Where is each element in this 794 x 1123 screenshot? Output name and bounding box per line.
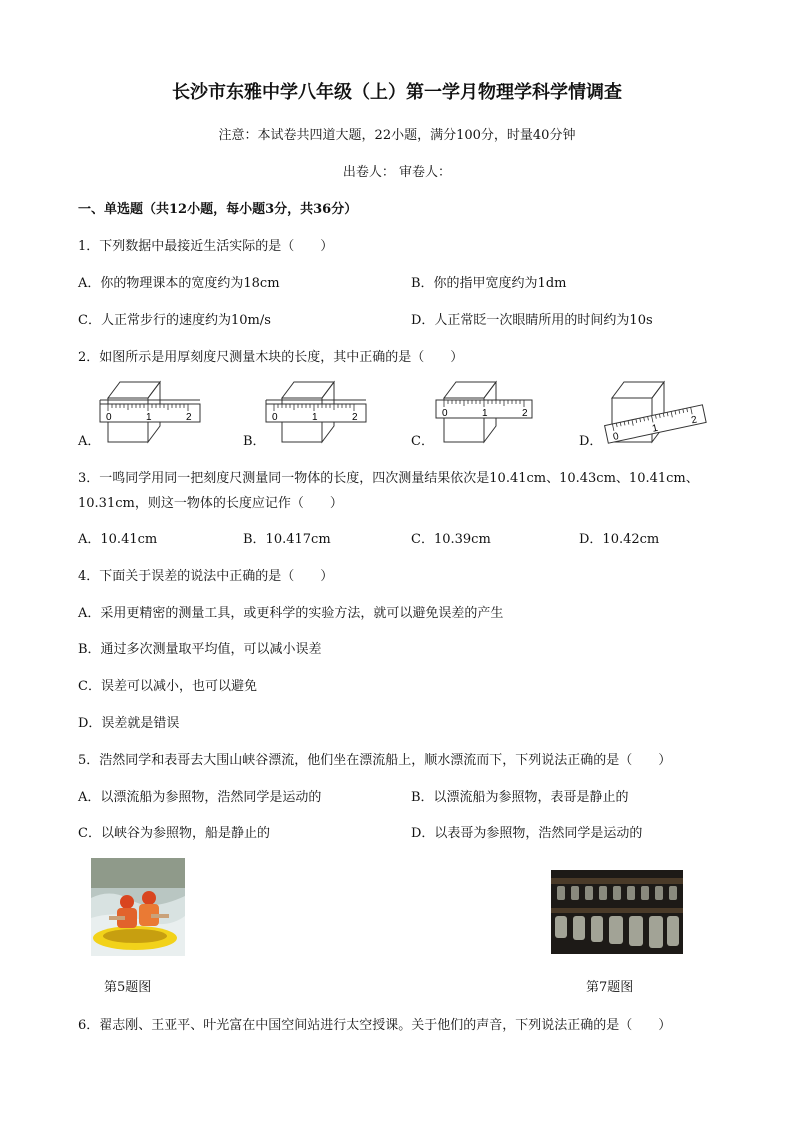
fig-d-tick-2: 2 — [690, 414, 699, 427]
q2-option-a-label: A． — [78, 434, 101, 449]
q3-stem-line1: 3．一鸣同学用同一把刻度尺测量同一物体的长度，四次测量结果依次是10.41cm、10.43cm、10.41cm、 — [78, 471, 699, 486]
q6-stem: 6．翟志刚、王亚平、叶光富在中国空间站进行太空授课。关于他们的声音，下列说法正确的是（ ） — [78, 1018, 672, 1033]
bells-photo — [551, 870, 683, 954]
q2-stem: 2．如图所示是用厚刻度尺测量木块的长度，其中正确的是（ ） — [78, 350, 464, 365]
q1-option-d: D．人正常眨一次眼睛所用的时间约为10s — [411, 313, 653, 328]
rafting-photo — [91, 858, 185, 956]
q3-option-c: C．10.39cm — [411, 532, 491, 547]
q3-option-d: D．10.42cm — [579, 532, 660, 547]
q3-stem-line2: 10.31cm，则这一物体的长度应记作（ ） — [78, 496, 343, 511]
q2-figure-d — [600, 378, 710, 446]
q3-option-a: A．10.41cm — [78, 532, 158, 547]
q1-stem: 1．下列数据中最接近生活实际的是（ ） — [78, 239, 334, 254]
page-title: 长沙市东雅中学八年级（上）第一学月物理学科学情调查 — [172, 82, 622, 103]
q3-option-b: B．10.417cm — [243, 532, 331, 547]
fig-c-tick-0: 0 — [442, 408, 448, 419]
q5-stem: 5．浩然同学和表哥去大围山峡谷漂流，他们坐在漂流船上，顺水漂流而下，下列说法正确的是（ ） — [78, 753, 672, 768]
q5-option-a: A．以漂流船为参照物，浩然同学是运动的 — [78, 790, 322, 805]
q2-option-b-label: B． — [243, 434, 266, 449]
q4-option-d: D．误差就是错误 — [78, 716, 180, 731]
fig-a-tick-2: 2 — [186, 412, 192, 423]
fig5-caption: 第5题图 — [104, 980, 152, 995]
q2-option-c-label: C． — [411, 434, 434, 449]
author-line: 出卷人： 审卷人： — [342, 165, 452, 180]
q1-option-a: A．你的物理课本的宽度约为18cm — [78, 276, 280, 291]
q2-figure-b — [262, 378, 372, 446]
q4-option-c: C．误差可以减小，也可以避免 — [78, 679, 257, 694]
fig-d-tick-1: 1 — [651, 422, 659, 435]
q2-option-d-label: D． — [579, 434, 603, 449]
fig-b-tick-2: 2 — [352, 412, 358, 423]
exam-notice: 注意：本试卷共四道大题，22小题，满分100分，时量40分钟 — [218, 128, 576, 143]
q5-option-d: D．以表哥为参照物，浩然同学是运动的 — [411, 826, 643, 841]
fig-d-tick-0: 0 — [612, 431, 620, 443]
q1-option-b: B．你的指甲宽度约为1dm — [411, 276, 567, 291]
q4-option-b: B．通过多次测量取平均值，可以减小误差 — [78, 642, 322, 657]
q4-stem: 4．下面关于误差的说法中正确的是（ ） — [78, 569, 334, 584]
section-1-title: 一、单选题（共12小题，每小题3分，共36分） — [78, 202, 358, 217]
fig-b-tick-0: 0 — [272, 412, 278, 423]
q5-option-c: C．以峡谷为参照物，船是静止的 — [78, 826, 270, 841]
q2-figure-a — [96, 378, 206, 446]
fig-a-tick-1: 1 — [146, 412, 152, 423]
q4-option-a: A．采用更精密的测量工具，或更科学的实验方法，就可以避免误差的产生 — [78, 606, 504, 621]
fig-c-tick-2: 2 — [522, 408, 528, 419]
q2-figure-c — [432, 378, 542, 446]
fig-b-tick-1: 1 — [312, 412, 318, 423]
q5-option-b: B．以漂流船为参照物，表哥是静止的 — [411, 790, 629, 805]
q1-option-c: C．人正常步行的速度约为10m/s — [78, 313, 271, 328]
fig7-caption: 第7题图 — [586, 980, 634, 995]
fig-c-tick-1: 1 — [482, 408, 488, 419]
fig-a-tick-0: 0 — [106, 412, 112, 423]
